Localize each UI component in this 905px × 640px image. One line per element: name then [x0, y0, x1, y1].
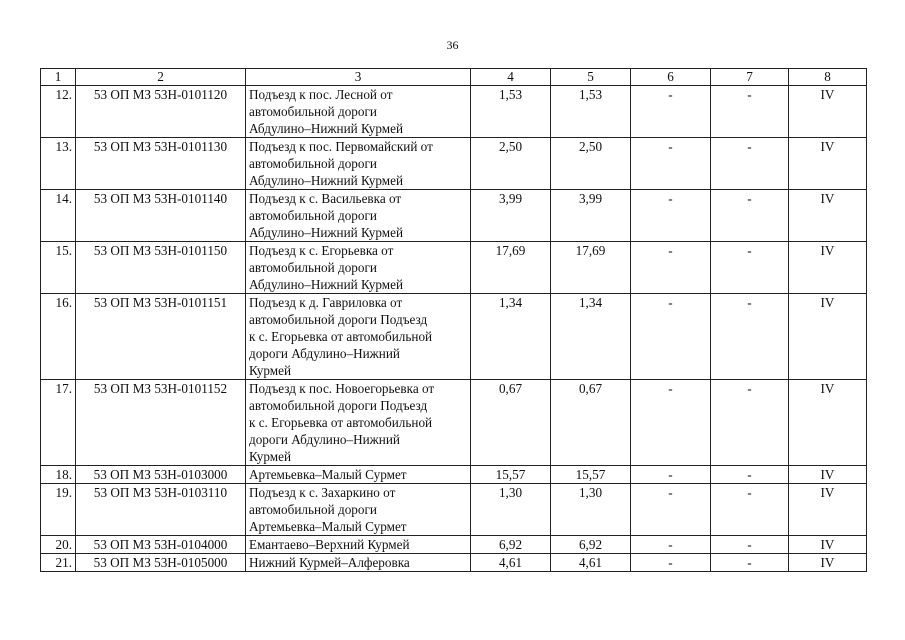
row-number: 17.	[41, 380, 76, 466]
cell-col4: 6,92	[471, 536, 551, 554]
cell-col7: -	[711, 466, 789, 484]
cell-col8: IV	[789, 138, 867, 190]
cell-col8: IV	[789, 554, 867, 572]
roads-table	[40, 68, 867, 572]
road-name: Подъезд к пос. Первомайский от автомобильной дороги Абдулино–Нижний Курмей	[246, 138, 471, 190]
header-cell-3: 3	[246, 69, 471, 86]
road-name: Артемьевка–Малый Сурмет	[246, 466, 471, 484]
cell-col4: 1,34	[471, 294, 551, 380]
cell-col7: -	[711, 138, 789, 190]
road-name: Нижний Курмей–Алферовка	[246, 554, 471, 572]
cell-col7: -	[711, 86, 789, 138]
road-name: Подъезд к с. Захаркино от автомобильной дороги Артемьевка–Малый Сурмет	[246, 484, 471, 536]
cell-col4: 0,67	[471, 380, 551, 466]
cell-col8: IV	[789, 380, 867, 466]
header-cell-6: 6	[631, 69, 711, 86]
cell-col6: -	[631, 554, 711, 572]
cell-col8: IV	[789, 86, 867, 138]
road-code: 53 ОП МЗ 53Н-0101120	[76, 86, 246, 138]
row-number: 12.	[41, 86, 76, 138]
road-code: 53 ОП МЗ 53Н-0104000	[76, 536, 246, 554]
cell-col6: -	[631, 380, 711, 466]
cell-col7: -	[711, 242, 789, 294]
cell-col7: -	[711, 554, 789, 572]
cell-col7: -	[711, 190, 789, 242]
row-number: 19.	[41, 484, 76, 536]
cell-col5: 1,34	[551, 294, 631, 380]
cell-col5: 17,69	[551, 242, 631, 294]
cell-col4: 2,50	[471, 138, 551, 190]
cell-col6: -	[631, 294, 711, 380]
header-cell-4: 4	[471, 69, 551, 86]
cell-col8: IV	[789, 466, 867, 484]
cell-col4: 1,30	[471, 484, 551, 536]
road-name: Подъезд к с. Егорьевка от автомобильной дороги Абдулино–Нижний Курмей	[246, 242, 471, 294]
cell-col5: 3,99	[551, 190, 631, 242]
cell-col6: -	[631, 138, 711, 190]
road-code: 53 ОП МЗ 53Н-0101151	[76, 294, 246, 380]
page-number: 36	[446, 38, 459, 52]
cell-col4: 17,69	[471, 242, 551, 294]
road-code: 53 ОП МЗ 53Н-0101130	[76, 138, 246, 190]
cell-col7: -	[711, 380, 789, 466]
row-number: 16.	[41, 294, 76, 380]
road-name: Емантаево–Верхний Курмей	[246, 536, 471, 554]
road-code: 53 ОП МЗ 53Н-0101140	[76, 190, 246, 242]
table-row	[41, 466, 867, 484]
road-name: Подъезд к пос. Лесной от автомобильной дороги Абдулино–Нижний Курмей	[246, 86, 471, 138]
row-number: 18.	[41, 466, 76, 484]
cell-col8: IV	[789, 484, 867, 536]
cell-col8: IV	[789, 242, 867, 294]
table-row	[41, 380, 867, 466]
road-code: 53 ОП МЗ 53Н-0103110	[76, 484, 246, 536]
cell-col7: -	[711, 484, 789, 536]
table-row	[41, 190, 867, 242]
row-number: 21.	[41, 554, 76, 572]
road-name: Подъезд к с. Васильевка от автомобильной дороги Абдулино–Нижний Курмей	[246, 190, 471, 242]
header-cell-2: 2	[76, 69, 246, 86]
row-number: 20.	[41, 536, 76, 554]
cell-col6: -	[631, 466, 711, 484]
road-code: 53 ОП МЗ 53Н-0101152	[76, 380, 246, 466]
row-number: 14.	[41, 190, 76, 242]
header-cell-8: 8	[789, 69, 867, 86]
road-name: Подъезд к пос. Новоегорьевка от автомобильной дороги Подъезд к с. Егорьевка от автомобильной дороги Абдулино–Нижний Курмей	[246, 380, 471, 466]
road-code: 53 ОП МЗ 53Н-0105000	[76, 554, 246, 572]
road-code: 53 ОП МЗ 53Н-0101150	[76, 242, 246, 294]
cell-col7: -	[711, 294, 789, 380]
cell-col6: -	[631, 536, 711, 554]
cell-col6: -	[631, 242, 711, 294]
table-row	[41, 484, 867, 536]
header-cell-1: 1	[41, 69, 76, 86]
cell-col8: IV	[789, 190, 867, 242]
header-row	[41, 69, 867, 86]
table-row	[41, 138, 867, 190]
cell-col4: 15,57	[471, 466, 551, 484]
cell-col4: 3,99	[471, 190, 551, 242]
cell-col6: -	[631, 86, 711, 138]
header-cell-7: 7	[711, 69, 789, 86]
road-name: Подъезд к д. Гавриловка от автомобильной дороги Подъезд к с. Егорьевка от автомобильной дороги Абдулино–Нижний Курмей	[246, 294, 471, 380]
road-code: 53 ОП МЗ 53Н-0103000	[76, 466, 246, 484]
table-row	[41, 86, 867, 138]
row-number: 15.	[41, 242, 76, 294]
cell-col5: 15,57	[551, 466, 631, 484]
cell-col7: -	[711, 536, 789, 554]
cell-col6: -	[631, 190, 711, 242]
cell-col5: 2,50	[551, 138, 631, 190]
cell-col4: 1,53	[471, 86, 551, 138]
row-number: 13.	[41, 138, 76, 190]
table-row	[41, 536, 867, 554]
table-row	[41, 294, 867, 380]
header-cell-5: 5	[551, 69, 631, 86]
table-row	[41, 242, 867, 294]
cell-col5: 6,92	[551, 536, 631, 554]
cell-col6: -	[631, 484, 711, 536]
cell-col5: 0,67	[551, 380, 631, 466]
cell-col5: 1,53	[551, 86, 631, 138]
cell-col5: 1,30	[551, 484, 631, 536]
cell-col8: IV	[789, 294, 867, 380]
cell-col5: 4,61	[551, 554, 631, 572]
cell-col8: IV	[789, 536, 867, 554]
table-row	[41, 554, 867, 572]
cell-col4: 4,61	[471, 554, 551, 572]
